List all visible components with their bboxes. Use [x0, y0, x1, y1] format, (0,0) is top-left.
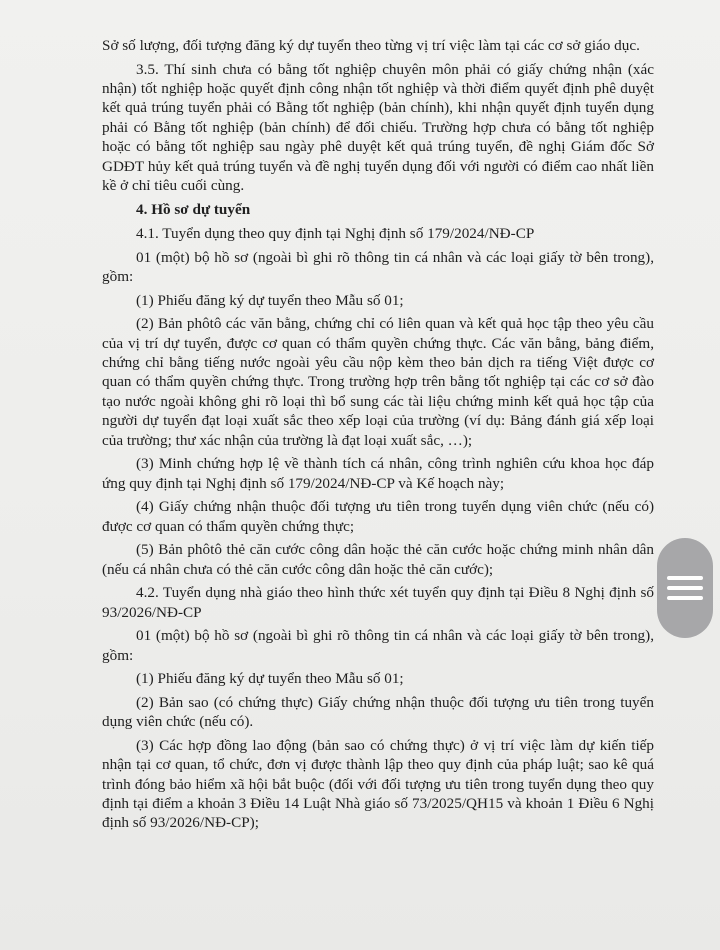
paragraph-3-5: 3.5. Thí sinh chưa có bằng tốt nghiệp chuyên môn phải có giấy chứng nhận (xác nhận) tốt nghiệp hoặc quyết định công nhận tốt nghiệp và thời điểm quyết định phê duyệt kết quả trúng tuyển phải có Bằng tốt nghiệp (bản chính), khi nhận quyết định tuyển dụng phải có Bằng tốt nghiệp (bản chính) để đối chiếu. Trường hợp chưa có bằng tốt nghiệp hoặc có bằng tốt nghiệp sau ngày phê duyệt kết quả trúng tuyển, đề nghị Giám đốc Sở GDĐT hủy kết quả trúng tuyển và đề nghị tuyển dụng đối với người có điểm cao nhất liền kề ở chỉ tiêu cuối cùng. — [102, 60, 654, 195]
list-item-4-1-1: (1) Phiếu đăng ký dự tuyển theo Mẫu số 01; — [136, 291, 404, 309]
menu-line — [667, 596, 703, 600]
list-item-4-1-2: (2) Bản phôtô các văn bằng, chứng chỉ có liên quan và kết quả học tập theo yêu cầu của vị trí dự tuyển, được cơ quan có thẩm quyền chứng thực. Các văn bằng, bảng điểm, chứng chỉ bằng tiếng nước ngoài yêu cầu nộp kèm theo bản dịch ra tiếng Việt được cơ quan có thẩm quyền chứng thực. Trong trường hợp trên bằng tốt nghiệp tại các cơ sở đào tạo nước ngoài không ghi rõ loại thì bổ sung các tài liệu chứng minh kết quả học tập của người dự tuyển đạt loại xuất sắc theo xếp loại của trường (ví dụ: Bảng đánh giá xếp loại của trường; thư xác nhận của trường là đạt loại xuất sắc, …); — [102, 315, 654, 449]
section-heading: 4. Hồ sơ dự tuyển — [136, 200, 251, 218]
menu-line — [667, 586, 703, 590]
list-item-4-2-2: (2) Bản sao (có chứng thực) Giấy chứng nhận thuộc đối tượng ưu tiên trong tuyển dụng viên chức (nếu có). — [102, 693, 654, 731]
subsection-4-2: 4.2. Tuyển dụng nhà giáo theo hình thức xét tuyển quy định tại Điều 8 Nghị định số 93/2026/NĐ-CP — [102, 584, 654, 621]
menu-lines-icon — [667, 573, 703, 603]
document-body — [102, 36, 654, 837]
paragraph-continuation: Sở số lượng, đối tượng đăng ký dự tuyển theo từng vị trí việc làm tại các cơ sở giáo dục. — [102, 37, 640, 54]
list-item-4-1-5: (5) Bản phôtô thẻ căn cước công dân hoặc thẻ căn cước hoặc chứng minh nhân dân (nếu cá nhân chưa có thẻ căn cước công dân hoặc thẻ căn cước); — [102, 541, 654, 578]
scroll-handle-button[interactable] — [657, 538, 713, 638]
menu-line — [667, 576, 703, 580]
subsection-4-1: 4.1. Tuyển dụng theo quy định tại Nghị định số 179/2024/NĐ-CP — [136, 225, 535, 243]
list-item-4-2-3: (3) Các hợp đồng lao động (bản sao có chứng thực) ở vị trí việc làm dự kiến tiếp nhận tại cơ quan, tổ chức, đơn vị được thành lập theo quy định của pháp luật; sao kê quá trình đóng bảo hiểm xã hội bắt buộc (đối với đối tượng ưu tiên trong tuyển dụng theo quy định tại điểm a khoản 3 Điều 14 Luật Nhà giáo số 73/2025/QH15 và khoản 1 Điều 6 Nghị định số 93/2026/NĐ-CP); — [102, 736, 654, 832]
list-item-4-1-4: (4) Giấy chứng nhận thuộc đối tượng ưu tiên trong tuyển dụng viên chức (nếu có) được cơ quan có thẩm quyền chứng thực; — [102, 498, 654, 535]
list-item-4-1-3: (3) Minh chứng hợp lệ về thành tích cá nhân, công trình nghiên cứu khoa học đáp ứng quy định tại Nghị định số 179/2024/NĐ-CP và Kế hoạch này; — [102, 455, 654, 492]
paragraph-dossier-4-2: 01 (một) bộ hồ sơ (ngoài bì ghi rõ thông tin cá nhân và các loại giấy tờ bên trong), gồm: — [102, 627, 654, 664]
paragraph-dossier-4-1: 01 (một) bộ hồ sơ (ngoài bì ghi rõ thông tin cá nhân và các loại giấy tờ bên trong), gồm: — [102, 248, 654, 286]
list-item-4-2-1: (1) Phiếu đăng ký dự tuyển theo Mẫu số 01; — [136, 670, 404, 688]
